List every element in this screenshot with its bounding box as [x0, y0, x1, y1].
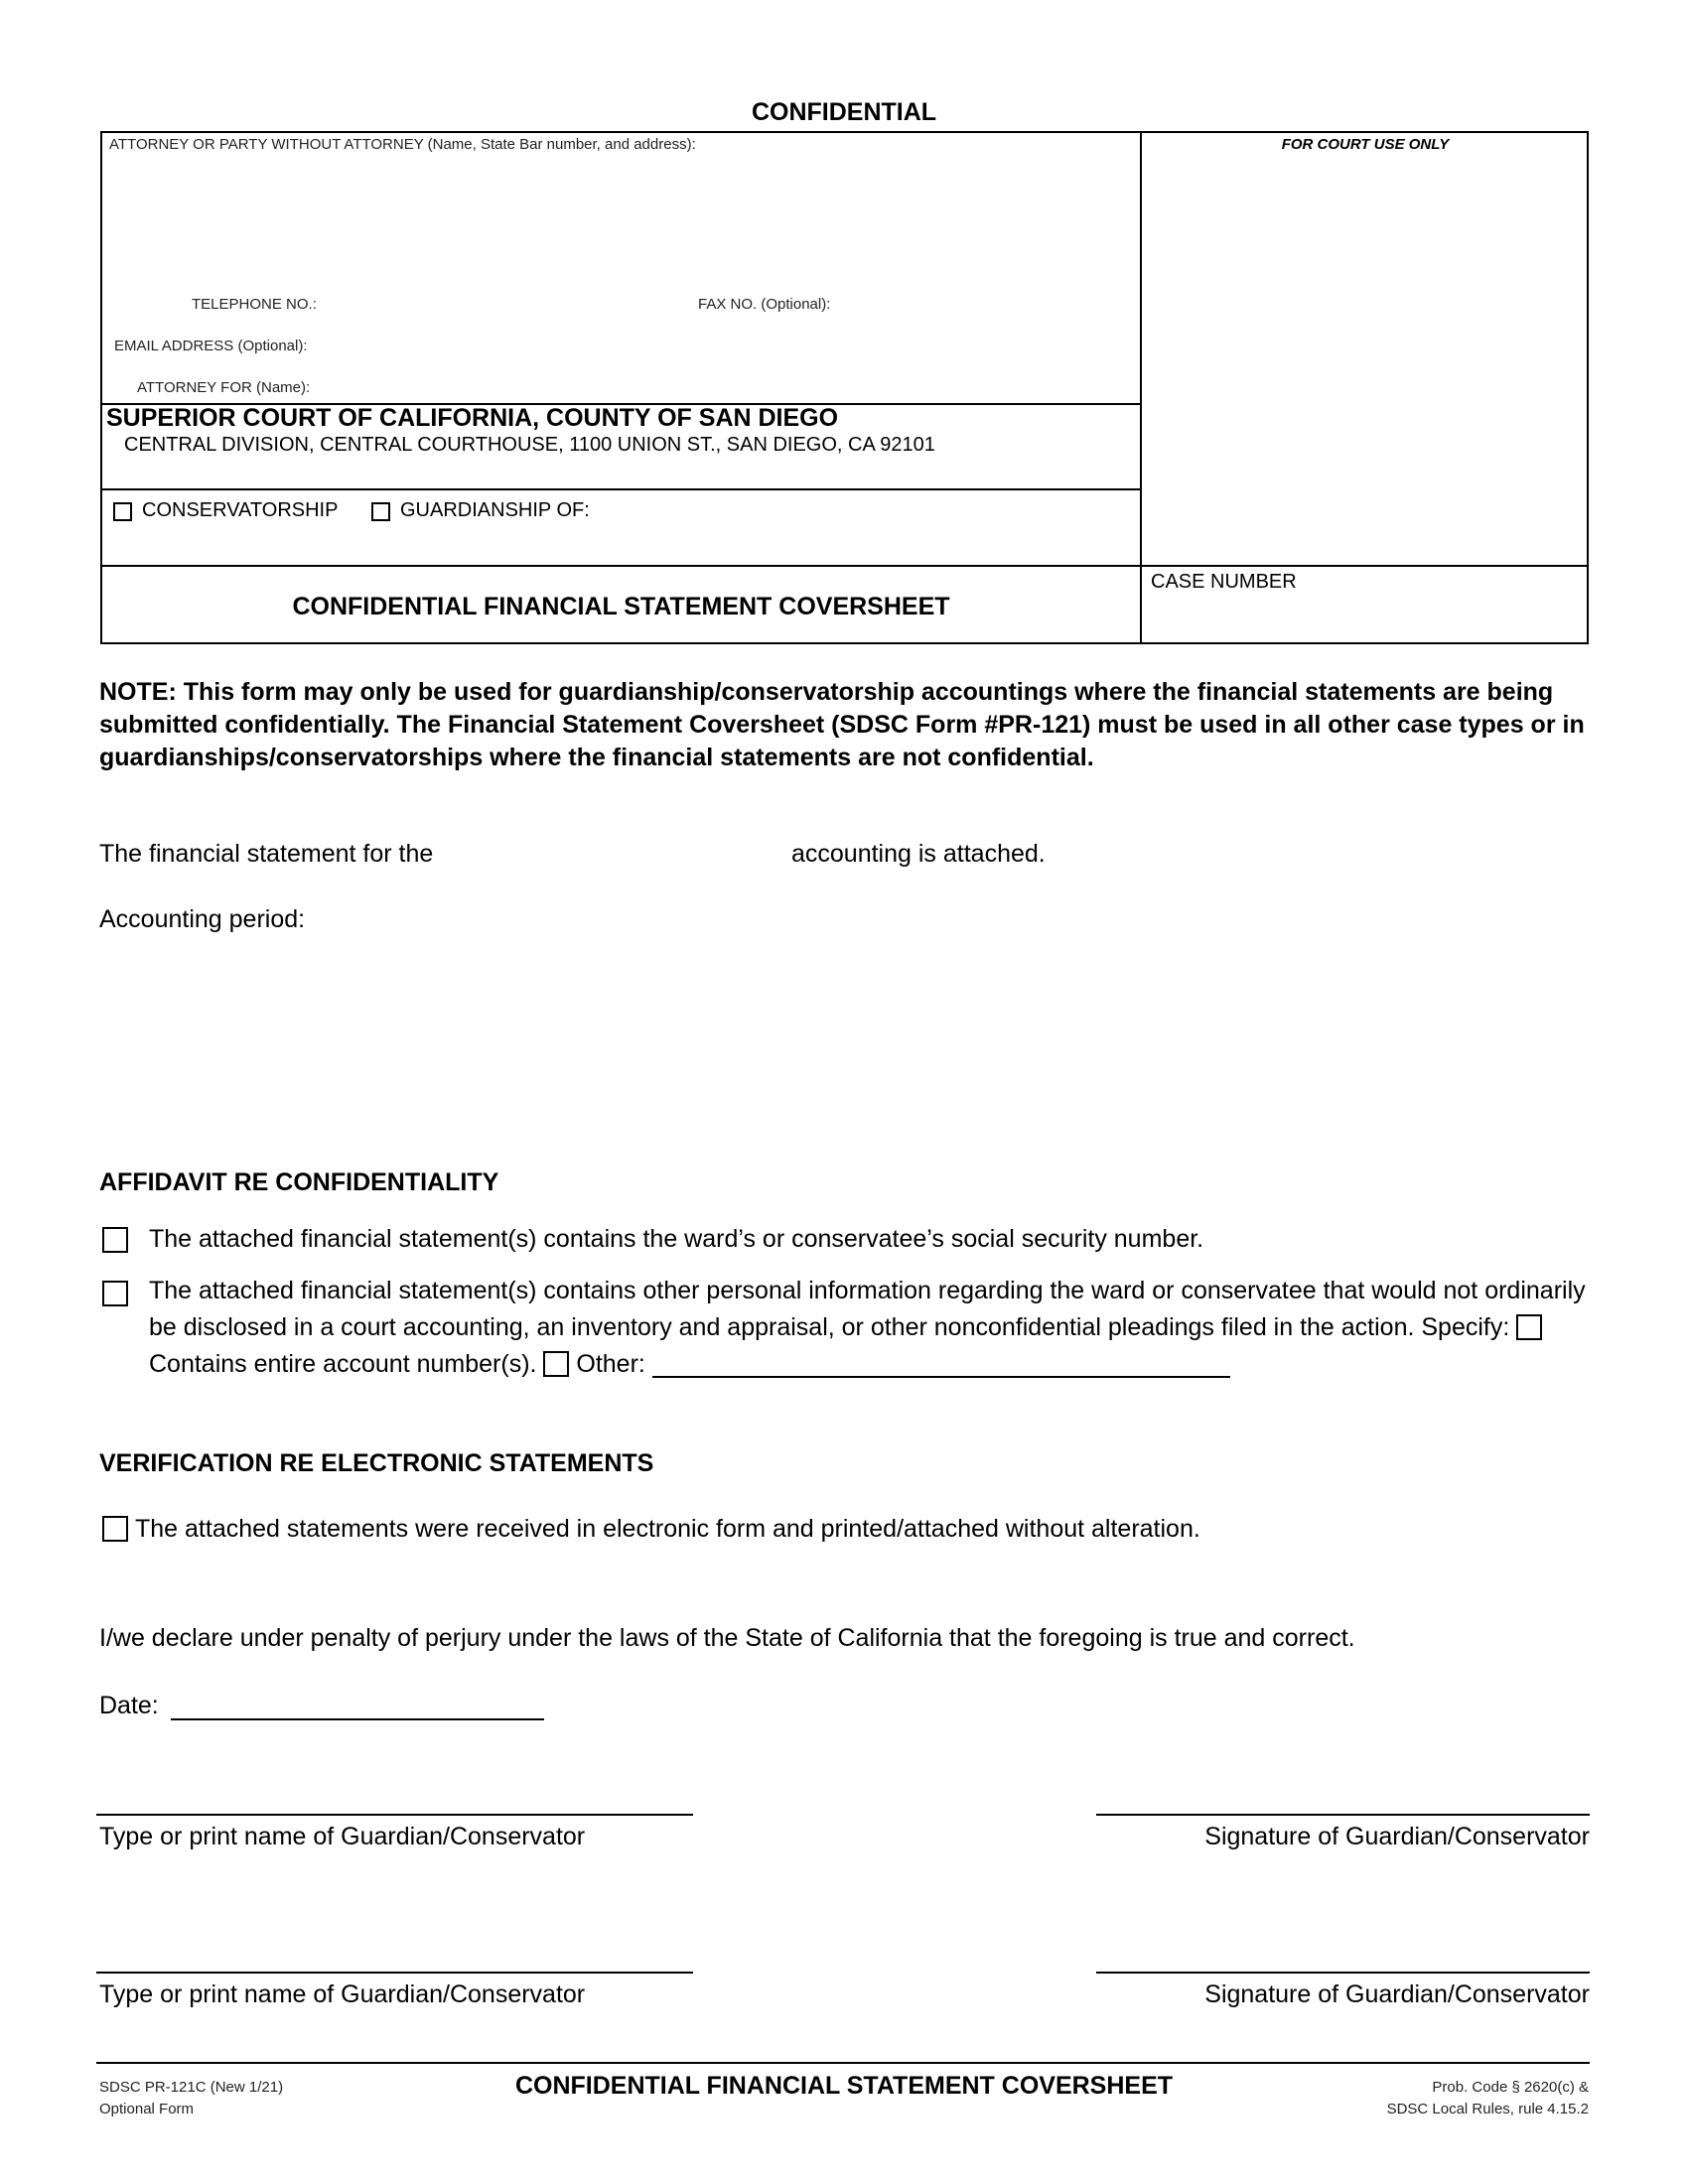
caption-divider: [1140, 131, 1142, 644]
guardianship-checkbox[interactable]: [371, 502, 390, 521]
signature-line-2[interactable]: [1096, 1972, 1590, 1974]
case-number-label: CASE NUMBER: [1151, 571, 1297, 593]
name-label-2: Type or print name of Guardian/Conservator: [99, 1980, 586, 2008]
guardianship-label: GUARDIANSHIP OF:: [400, 499, 590, 521]
account-number-label: Contains entire account number(s).: [149, 1350, 537, 1378]
perjury-declaration: I/we declare under penalty of perjury under the laws of the State of California that the foregoing is true and correct.: [99, 1624, 1355, 1652]
court-name: SUPERIOR COURT OF CALIFORNIA, COUNTY OF SAN DIEGO: [106, 404, 839, 432]
personal-info-text: The attached financial statement(s) contains other personal information regarding the ward or conservatee that would not ordinarily be disclosed in a court accounting, an inventory and appraisal, or other nonconfidential pleadings filed in the action. Specify:: [149, 1277, 1586, 1341]
other-specify-line[interactable]: [652, 1376, 1230, 1378]
statement-line-end: accounting is attached.: [791, 840, 1046, 868]
divider-line: [100, 488, 1142, 490]
affidavit-heading: AFFIDAVIT RE CONFIDENTIALITY: [99, 1168, 499, 1196]
attorney-for-label: ATTORNEY FOR (Name):: [137, 379, 311, 396]
name-line-1[interactable]: [96, 1814, 693, 1816]
conservatorship-label: CONSERVATORSHIP: [142, 499, 339, 521]
telephone-label: TELEPHONE NO.:: [192, 296, 317, 313]
fax-label: FAX NO. (Optional):: [698, 296, 831, 313]
date-line[interactable]: [171, 1718, 544, 1720]
footer-form-type: Optional Form: [99, 2101, 195, 2117]
note-paragraph: NOTE: This form may only be used for guardianship/conservatorship accountings where the financial statements are being submitted confidentially. The Financial Statement Coversheet (SDSC Form #PR-121) must be used in all other case types or in guardianships/conservatorships where the financial statements are not confidential.: [99, 678, 1585, 771]
divider-line: [100, 565, 1589, 567]
footer-title: CONFIDENTIAL FINANCIAL STATEMENT COVERSHEET: [514, 2072, 1174, 2100]
electronic-statements-checkbox[interactable]: [102, 1516, 128, 1542]
accounting-period-label: Accounting period:: [99, 905, 306, 933]
page-top-title: CONFIDENTIAL: [751, 98, 937, 126]
ssn-checkbox[interactable]: [102, 1227, 128, 1253]
signature-label-1: Signature of Guardian/Conservator: [1204, 1823, 1590, 1850]
account-number-checkbox[interactable]: [1516, 1314, 1542, 1340]
electronic-statements-text: The attached statements were received in electronic form and printed/attached without alteration.: [135, 1515, 1200, 1543]
personal-info-statement: [149, 1273, 1599, 1383]
court-use-label: FOR COURT USE ONLY: [1281, 136, 1450, 153]
footer-code-2: SDSC Local Rules, rule 4.15.2: [1386, 2101, 1589, 2117]
name-label-1: Type or print name of Guardian/Conservator: [99, 1823, 586, 1850]
statement-line-start: The financial statement for the: [99, 840, 434, 868]
attorney-label: ATTORNEY OR PARTY WITHOUT ATTORNEY (Name, State Bar number, and address):: [109, 136, 696, 153]
personal-info-checkbox[interactable]: [102, 1281, 128, 1306]
court-address: CENTRAL DIVISION, CENTRAL COURTHOUSE, 1100 UNION ST., SAN DIEGO, CA 92101: [124, 434, 935, 456]
footer-rule: [96, 2062, 1590, 2064]
caption-box: [100, 131, 1589, 644]
date-label: Date:: [99, 1692, 159, 1719]
ssn-statement: The attached financial statement(s) contains the ward’s or conservatee’s social security number.: [149, 1225, 1204, 1253]
name-line-2[interactable]: [96, 1972, 693, 1974]
signature-label-2: Signature of Guardian/Conservator: [1204, 1980, 1590, 2008]
other-checkbox[interactable]: [543, 1351, 569, 1377]
signature-line-1[interactable]: [1096, 1814, 1590, 1816]
email-label: EMAIL ADDRESS (Optional):: [114, 338, 308, 354]
conservatorship-checkbox[interactable]: [113, 502, 132, 521]
footer-form-id: SDSC PR-121C (New 1/21): [99, 2079, 284, 2096]
footer-code-1: Prob. Code § 2620(c) &: [1432, 2079, 1589, 2096]
other-label: Other:: [576, 1350, 645, 1378]
document-title: CONFIDENTIAL FINANCIAL STATEMENT COVERSHEET: [292, 593, 950, 620]
verification-heading: VERIFICATION RE ELECTRONIC STATEMENTS: [99, 1449, 654, 1477]
